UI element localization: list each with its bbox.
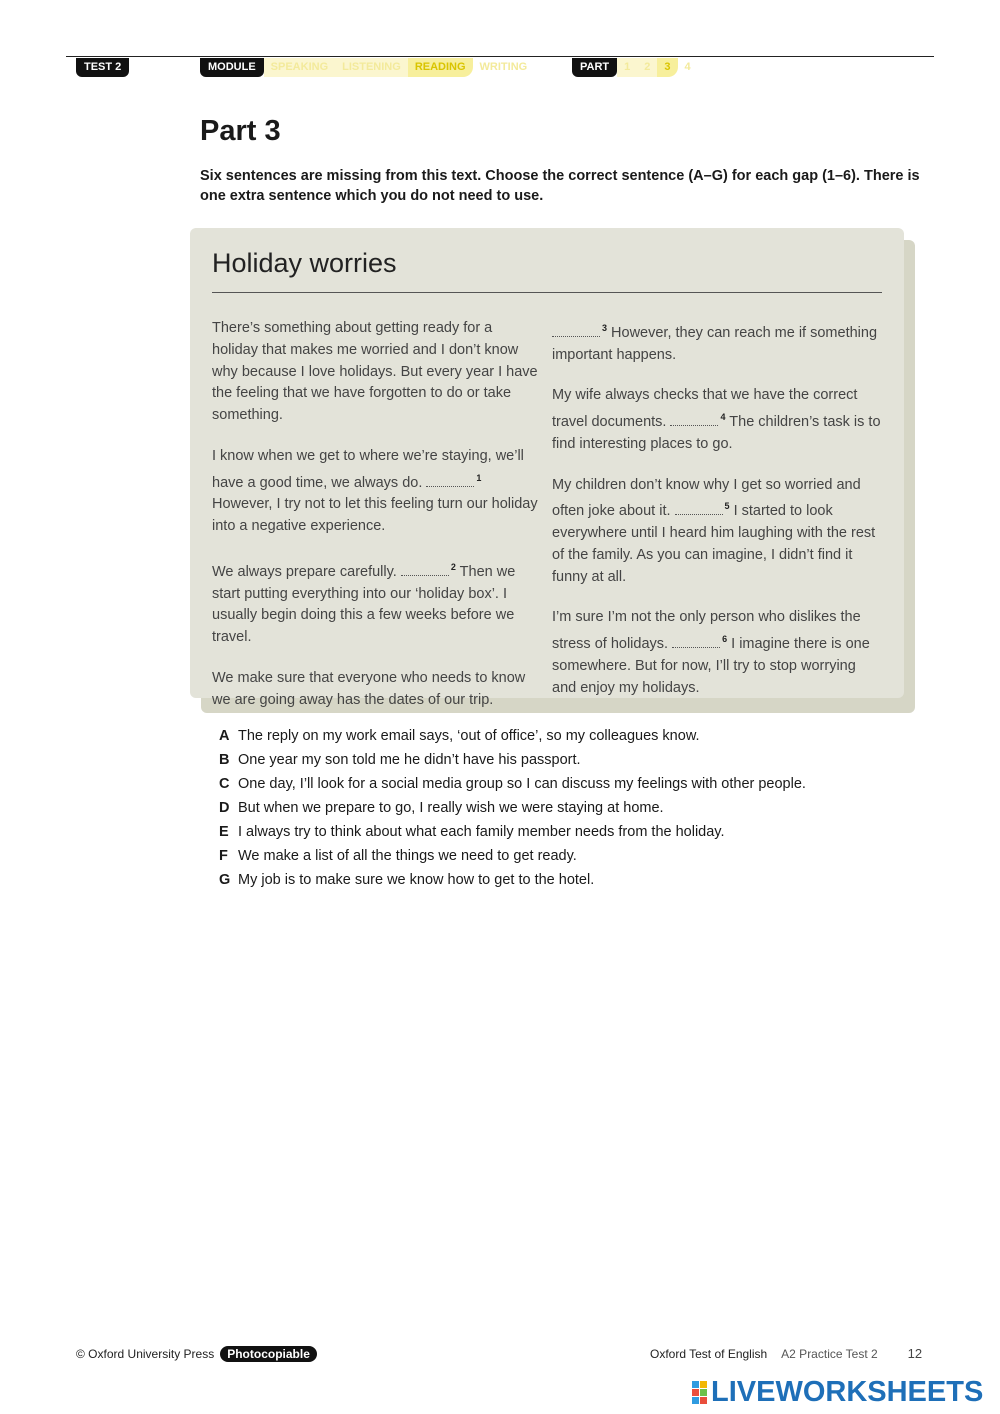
product-name: Oxford Test of English: [650, 1346, 768, 1361]
paragraph-2: I know when we get to where we’re staying, we’ll have a good time, we always do. $^1$ However, I try not to let this feeling turn our holiday into a negative experience.: [212, 447, 538, 535]
gap-2[interactable]: [401, 563, 449, 576]
module-speaking: SPEAKING: [264, 58, 335, 77]
paragraph-6: My wife always checks that we have the correct travel documents. $^4$ The children’s task is to find interesting places to go.: [552, 387, 881, 452]
option-d: D But when we prepare to go, I really wish we were staying at home.: [219, 800, 664, 816]
part-3: 3: [657, 58, 677, 77]
liveworksheets-icon: [692, 1381, 707, 1404]
module-label: MODULE: [200, 58, 264, 77]
gap-5[interactable]: [675, 502, 723, 515]
page-number: 12: [907, 1346, 923, 1361]
liveworksheets-logo: [692, 1376, 983, 1409]
paragraph-3: We always prepare carefully. $^2$ Then we start putting everything into our ‘holiday box’. I usually begin doing this a few weeks before we travel.: [212, 562, 516, 646]
sentence-options: [219, 724, 806, 892]
article-column-left: [212, 318, 542, 731]
part-4: 4: [684, 61, 691, 73]
header-rule: [66, 56, 934, 57]
module-reading: READING: [408, 58, 473, 77]
logo-square: [692, 1397, 699, 1404]
part-nav: [572, 58, 698, 77]
option-b: B One year my son told me he didn’t have his passport.: [219, 752, 581, 768]
test-label: TEST 2: [76, 58, 129, 77]
gap-6[interactable]: [672, 635, 720, 648]
paragraph-4: We make sure that everyone who needs to know we are going away has the dates of our trip.: [212, 670, 526, 708]
option-c: C One day, I’ll look for a social media group so I can discuss my feelings with other people.: [219, 776, 806, 792]
footer-left: [76, 1346, 317, 1362]
logo-square: [700, 1397, 707, 1404]
test-subtitle: A2 Practice Test 2: [781, 1346, 878, 1361]
part-1: 1: [617, 58, 637, 77]
article-title: Holiday worries: [212, 248, 397, 278]
logo-square: [700, 1381, 707, 1388]
module-listening: LISTENING: [335, 58, 408, 77]
page-title: Part 3: [200, 115, 281, 147]
footer-right: [650, 1346, 922, 1361]
module-writing: WRITING: [479, 61, 528, 73]
part-2: 2: [637, 58, 657, 77]
article-title-rule: [212, 292, 882, 293]
article-card: [190, 228, 904, 708]
paragraph-8: I’m sure I’m not the only person who dislikes the stress of holidays. $^6$ I imagine there is one somewhere. But for now, I’ll try to stop worrying and enjoy my holidays.: [552, 609, 870, 696]
photocopiable-badge: Photocopiable: [220, 1346, 317, 1362]
logo-square: [700, 1389, 707, 1396]
gap-3[interactable]: [552, 324, 600, 337]
liveworksheets-wordmark: LIVEWORKSHEETS: [711, 1376, 984, 1408]
copyright: © Oxford University Press: [76, 1347, 215, 1361]
option-g: G My job is to make sure we know how to get to the hotel.: [219, 872, 595, 888]
option-a: A The reply on my work email says, ‘out of office’, so my colleagues know.: [219, 728, 700, 744]
logo-square: [692, 1389, 699, 1396]
instructions: Six sentences are missing from this text. Choose the correct sentence (A–G) for each gap (1–6). There is one extra sentence which you do not need to use.: [200, 168, 920, 204]
paragraph-7: My children don’t know why I get so worried and often joke about it. $^5$ I started to look everywhere until I heard him laughing with the rest of the family. As you can imagine, I didn’t find it funny at all.: [552, 476, 876, 585]
test-tag-row: [76, 58, 129, 77]
article-column-right: [552, 318, 884, 718]
gap-1[interactable]: [426, 474, 474, 487]
gap-4[interactable]: [670, 413, 718, 426]
option-f: F We make a list of all the things we need to get ready.: [219, 848, 577, 864]
logo-square: [692, 1381, 699, 1388]
part-label: PART: [572, 58, 617, 77]
option-e: E I always try to think about what each family member needs from the holiday.: [219, 824, 725, 840]
module-nav: [200, 58, 534, 77]
paragraph-5: $^3$ However, they can reach me if something important happens.: [552, 323, 878, 363]
paragraph-1: There’s something about getting ready for a holiday that makes me worried and I don’t know why because I love holidays. But every year I have the feeling that we have forgotten to do or take something.: [212, 320, 538, 424]
